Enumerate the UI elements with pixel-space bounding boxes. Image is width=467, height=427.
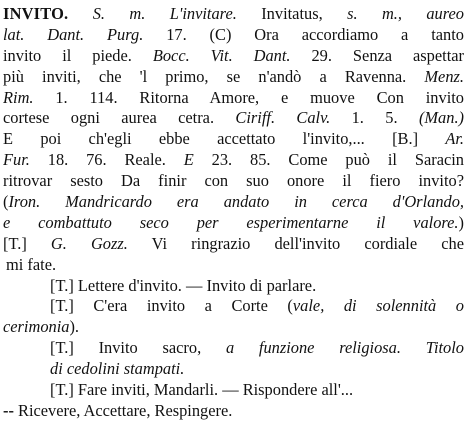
entry-line-3 <box>3 46 464 67</box>
entry-line-11 <box>3 213 464 234</box>
citation-text: 1. 5. <box>330 108 419 128</box>
subsense-2-line-2 <box>3 317 464 338</box>
sense-tag: [T.] <box>50 338 74 358</box>
citation-text: invito il piede. <box>3 45 153 65</box>
subsense-2-line-1 <box>3 296 464 317</box>
subsense-text: Fare inviti, Mandarli. — Rispondere all'... <box>73 380 354 400</box>
citation-source: Rim. <box>3 87 34 107</box>
citation-text: 18. 76. Reale. <box>29 150 184 170</box>
editorial-note: e combattuto seco per esperimentarne il valore. <box>3 212 459 232</box>
entry-line-6 <box>3 108 464 129</box>
entry-line-8 <box>3 150 464 171</box>
citation-source: lat. Dant. Purg. <box>3 24 144 44</box>
citation-text: ritrovar sesto Da finir con suo onore il fiero invito? <box>3 171 464 191</box>
citation-text: E poi ch'egli ebbe accettato l'invito,... [B.] <box>3 129 446 149</box>
citation-text: cortese ogni aurea cetra. <box>3 108 236 128</box>
subsense-text: Lettere d'invito. — Invito di parlare. <box>73 275 317 295</box>
citation-source: G. Gozz. <box>50 233 128 253</box>
entry-line-10 <box>3 192 464 213</box>
citation-text: 1. 114. Ritorna Amore, e muove Con invito <box>33 87 464 107</box>
citation-source: Menz. <box>424 66 464 86</box>
subsense-gloss: cerimonia <box>3 317 70 337</box>
citation-text: più inviti, che 'l primo, se n'andò a Ravenna. <box>3 66 425 86</box>
part-of-speech: S. m. L'invitare. <box>92 4 237 23</box>
punctuation: ( <box>3 192 9 212</box>
entry-line-7 <box>3 129 464 150</box>
entry-line-12 <box>3 234 464 255</box>
citation-source: Fur. <box>3 150 30 170</box>
subsense-gloss: vale, di solennità o <box>292 296 464 316</box>
entry-line-5 <box>3 88 464 109</box>
citation-text: 23. 85. Come può il Saracin <box>193 150 464 170</box>
latin-note: s. m., aureo <box>347 4 464 23</box>
citation-text: 29. Senza aspettar <box>290 45 464 65</box>
final-line <box>3 401 464 422</box>
subsense-1 <box>3 276 464 297</box>
entry-line-1 <box>3 4 464 25</box>
subsense-3-line-1 <box>3 338 464 359</box>
citation-text: 17. (C) Ora accordiamo a tanto <box>143 24 464 44</box>
entry-line-9 <box>3 171 464 192</box>
subsense-text: Ricevere, Accettare, Respingere. <box>18 400 233 420</box>
citation-source: Ciriff. Calv. <box>235 108 331 128</box>
entry-line-13 <box>3 255 464 276</box>
editorial-note: Iron. Mandricardo era andato in cerca d'Orlando, <box>8 192 464 212</box>
subsense-gloss: a funzione religiosa. Titolo <box>225 338 464 358</box>
citation-source: (Man.) <box>418 108 464 128</box>
sense-tag: [T.] <box>50 380 74 400</box>
citation-source: Ar. <box>445 129 464 149</box>
sense-tag: [T.] <box>50 275 74 295</box>
citation-source: E <box>183 150 194 170</box>
subsense-text: Invito sacro, <box>73 338 226 358</box>
punctuation: ). <box>69 317 80 337</box>
entry-line-4 <box>3 67 464 88</box>
citation-source: Bocc. Vit. Dant. <box>152 45 291 65</box>
dash-marker: -- <box>3 400 19 420</box>
subsense-gloss: di cedolini stampati. <box>50 359 185 379</box>
subsense-4 <box>3 380 464 401</box>
sense-tag: [T.] <box>50 296 74 316</box>
latin-gloss: Invitatus, <box>236 4 348 23</box>
sense-tag: [T.] <box>3 233 51 253</box>
citation-text: mi fate. <box>6 254 57 274</box>
entry-line-2 <box>3 25 464 46</box>
headword: INVITO. <box>3 4 69 23</box>
subsense-3-line-2 <box>3 359 464 380</box>
citation-text: Vi ringrazio dell'invito cordiale che <box>127 233 464 253</box>
subsense-text: C'era invito a Corte ( <box>73 296 293 316</box>
punctuation: ) <box>458 212 464 232</box>
